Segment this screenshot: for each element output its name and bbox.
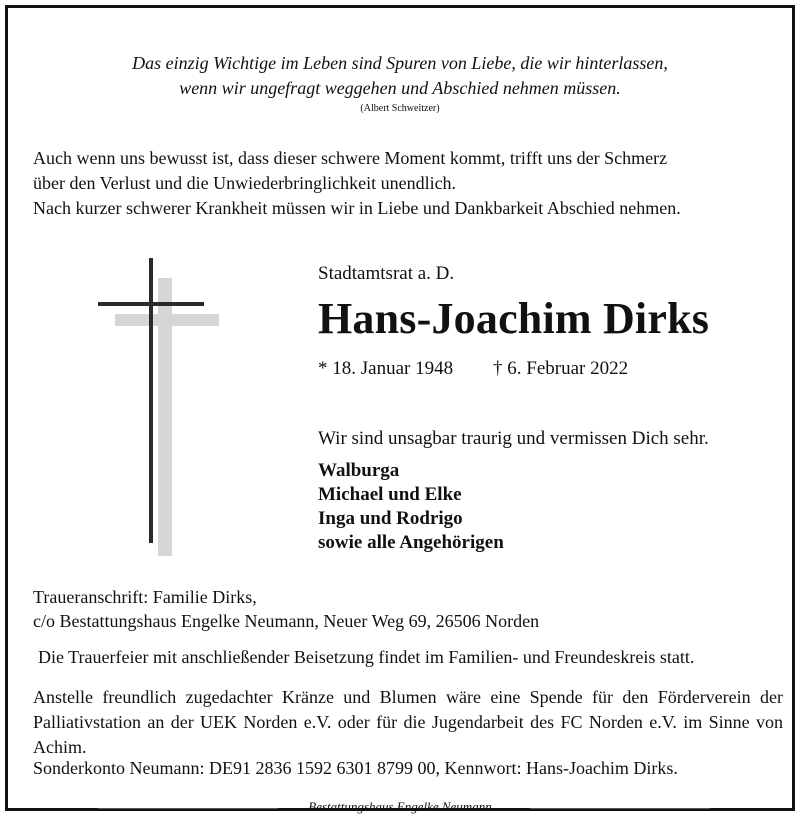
bank-account: Sonderkonto Neumann: DE91 2836 1592 6301 8799 00, Kennwort: Hans-Joachim Dirks. xyxy=(33,758,678,778)
intro-line-1: Auch wenn uns bewusst ist, dass dieser schwere Moment kommt, trifft uns der Schmerz xyxy=(33,148,668,168)
deceased-name: Hans-Joachim Dirks xyxy=(318,294,710,343)
death-date: † 6. Februar 2022 xyxy=(493,358,629,379)
address-line-2: c/o Bestattungshaus Engelke Neumann, Neuer Weg 69, 26506 Norden xyxy=(33,611,540,631)
mourner-name: Walburga xyxy=(318,460,400,481)
donation-notice: Anstelle freundlich zugedachter Kränze und Blumen wäre eine Spende für den Förderverein der Palliativstation an der UEK Norden e.V. oder für die Jugendarbeit des FC Norden e.V. im Sinne von Achim. xyxy=(33,687,783,757)
mourner-name: sowie alle Angehörigen xyxy=(318,532,504,553)
obituary-frame xyxy=(5,5,795,814)
quote-author: (Albert Schweitzer) xyxy=(360,103,440,114)
deceased-title: Stadtamtsrat a. D. xyxy=(318,263,455,284)
mourner-name: Michael und Elke xyxy=(318,484,462,505)
cross-icon xyxy=(93,258,233,558)
intro-line-2: über den Verlust und die Unwiederbringlichkeit unendlich. xyxy=(33,173,457,193)
intro-line-3: Nach kurzer schwerer Krankheit müssen wir in Liebe und Dankbarkeit Abschied nehmen. xyxy=(33,198,681,218)
birth-date: * 18. Januar 1948 xyxy=(318,358,454,379)
mourning-text: Wir sind unsagbar traurig und vermissen Dich sehr. xyxy=(318,428,709,449)
mourner-name: Inga und Rodrigo xyxy=(318,508,463,529)
quote-line-2: wenn wir ungefragt weggehen und Abschied nehmen müssen. xyxy=(179,78,621,98)
address-line-1: Traueranschrift: Familie Dirks, xyxy=(33,587,257,607)
funeral-home-footer: Bestattungshaus Engelke Neumann xyxy=(308,799,492,814)
mourners-list xyxy=(318,459,504,555)
funeral-notice: Die Trauerfeier mit anschließender Beisetzung findet im Familien- und Freundeskreis statt. xyxy=(38,647,695,667)
quote-line-1: Das einzig Wichtige im Leben sind Spuren von Liebe, die wir hinterlassen, xyxy=(132,53,668,73)
